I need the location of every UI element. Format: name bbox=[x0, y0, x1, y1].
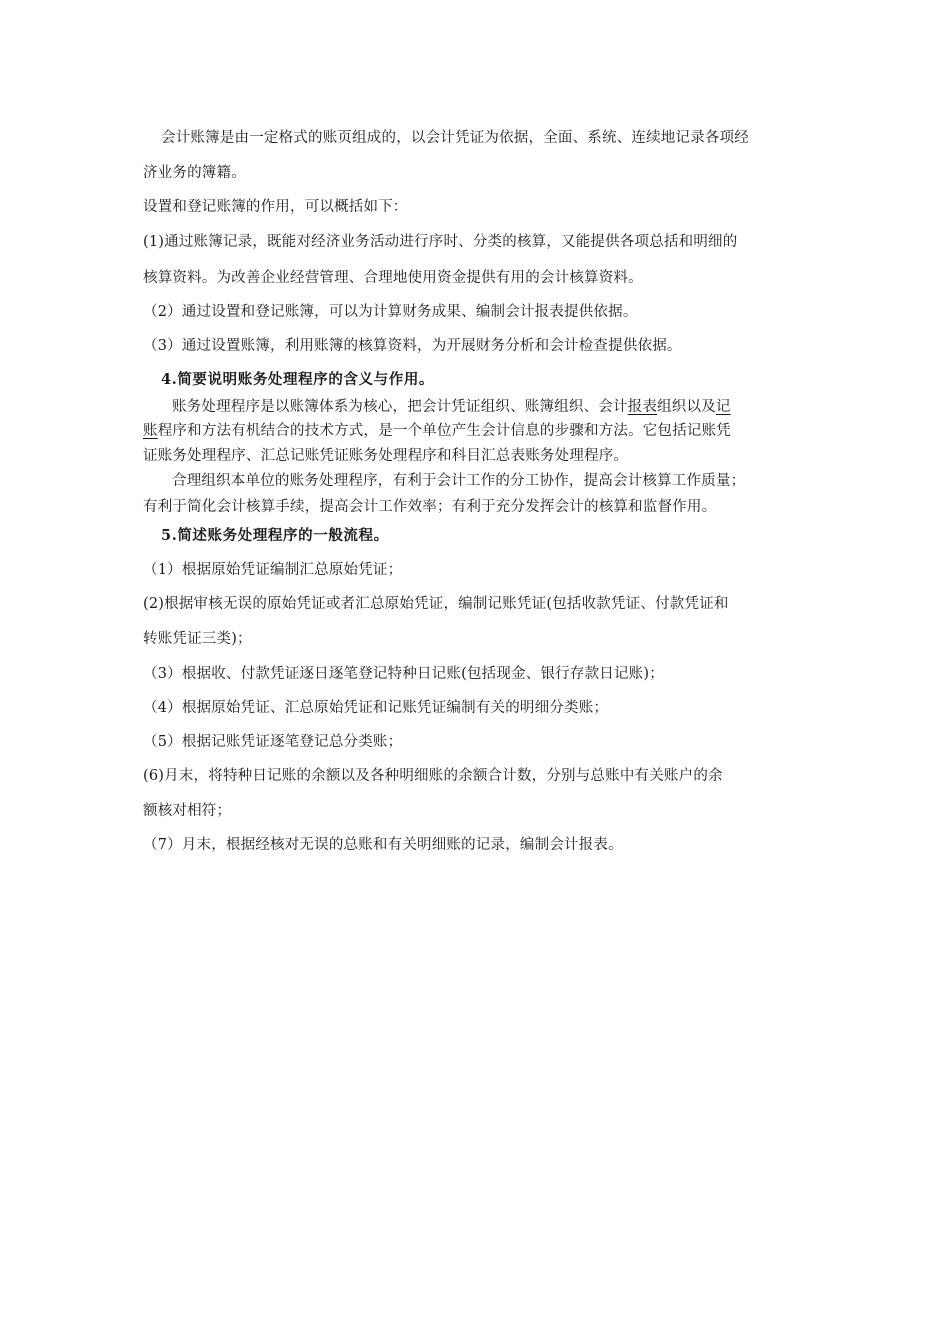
step-7: （7）月末，根据经核对无误的总账和有关明细账的记录，编制会计报表。 bbox=[143, 837, 623, 853]
section-4-para-2-line-2: 有利于简化会计核算手续，提高会计工作效率；有利于充分发挥会计的核算和监督作用。 bbox=[143, 499, 717, 515]
ledger-definition-line-1: 会计账簿是由一定格式的账页组成的，以会计凭证为依据，全面、系统、连续地记录各项经 bbox=[161, 130, 749, 146]
step-6-line-1: (6)月末，将特种日记账的余额以及各种明细账的余额合计数，分别与总账中有关账户的余 bbox=[143, 768, 723, 784]
ledger-definition-line-2: 济业务的簿籍。 bbox=[143, 165, 246, 181]
step-6-line-2: 额核对相符； bbox=[143, 803, 232, 819]
report-link[interactable]: 报表 bbox=[627, 399, 658, 415]
ledger-role-intro: 设置和登记账簿的作用，可以概括如下： bbox=[143, 199, 408, 215]
bookkeeping-link-part-2[interactable]: 账 bbox=[143, 423, 158, 439]
step-4: （4）根据原始凭证、汇总原始凭证和记账凭证编制有关的明细分类账； bbox=[143, 700, 609, 716]
para-text: 组织以及 bbox=[657, 399, 716, 415]
step-1: （1）根据原始凭证编制汇总原始凭证； bbox=[143, 562, 403, 578]
section-5-heading: 5.简述账务处理程序的一般流程。 bbox=[161, 527, 389, 544]
para-text: 程序和方法有机结合的技术方式，是一个单位产生会计信息的步骤和方法。它包括记账凭 bbox=[157, 423, 731, 439]
section-4-para-1-line-2 bbox=[143, 421, 823, 441]
section-4-heading: 4.简要说明账务处理程序的含义与作用。 bbox=[161, 371, 435, 388]
bookkeeping-link-part-1[interactable]: 记 bbox=[715, 399, 731, 415]
ledger-role-3: （3）通过设置账簿，利用账簿的核算资料，为开展财务分析和会计检查提供依据。 bbox=[143, 338, 682, 354]
step-2-line-2: 转账凭证三类)； bbox=[143, 631, 252, 647]
section-4-para-1-line-1 bbox=[172, 397, 852, 417]
step-2-line-1: (2)根据审核无误的原始凭证或者汇总原始凭证，编制记账凭证(包括收款凭证、付款凭证和 bbox=[143, 596, 729, 612]
step-3: （3）根据收、付款凭证逐日逐笔登记特种日记账(包括现金、银行存款日记账)； bbox=[143, 666, 664, 682]
step-5: （5）根据记账凭证逐笔登记总分类账； bbox=[143, 734, 403, 750]
section-4-para-1-line-3: 证账务处理程序、汇总记账凭证账务处理程序和科目汇总表账务处理程序。 bbox=[143, 448, 629, 464]
section-4-para-2-line-1: 合理组织本单位的账务处理程序，有利于会计工作的分工协作，提高会计核算工作质量； bbox=[172, 473, 746, 489]
ledger-role-1-line-2: 核算资料。为改善企业经营管理、合理地使用资金提供有用的会计核算资料。 bbox=[143, 270, 643, 286]
para-text: 账务处理程序是以账簿体系为核心，把会计凭证组织、账簿组织、会计 bbox=[172, 399, 628, 415]
ledger-role-2: （2）通过设置和登记账簿，可以为计算财务成果、编制会计报表提供依据。 bbox=[143, 304, 638, 320]
ledger-role-1-line-1: (1)通过账簿记录，既能对经济业务活动进行序时、分类的核算，又能提供各项总括和明细的 bbox=[143, 234, 738, 250]
